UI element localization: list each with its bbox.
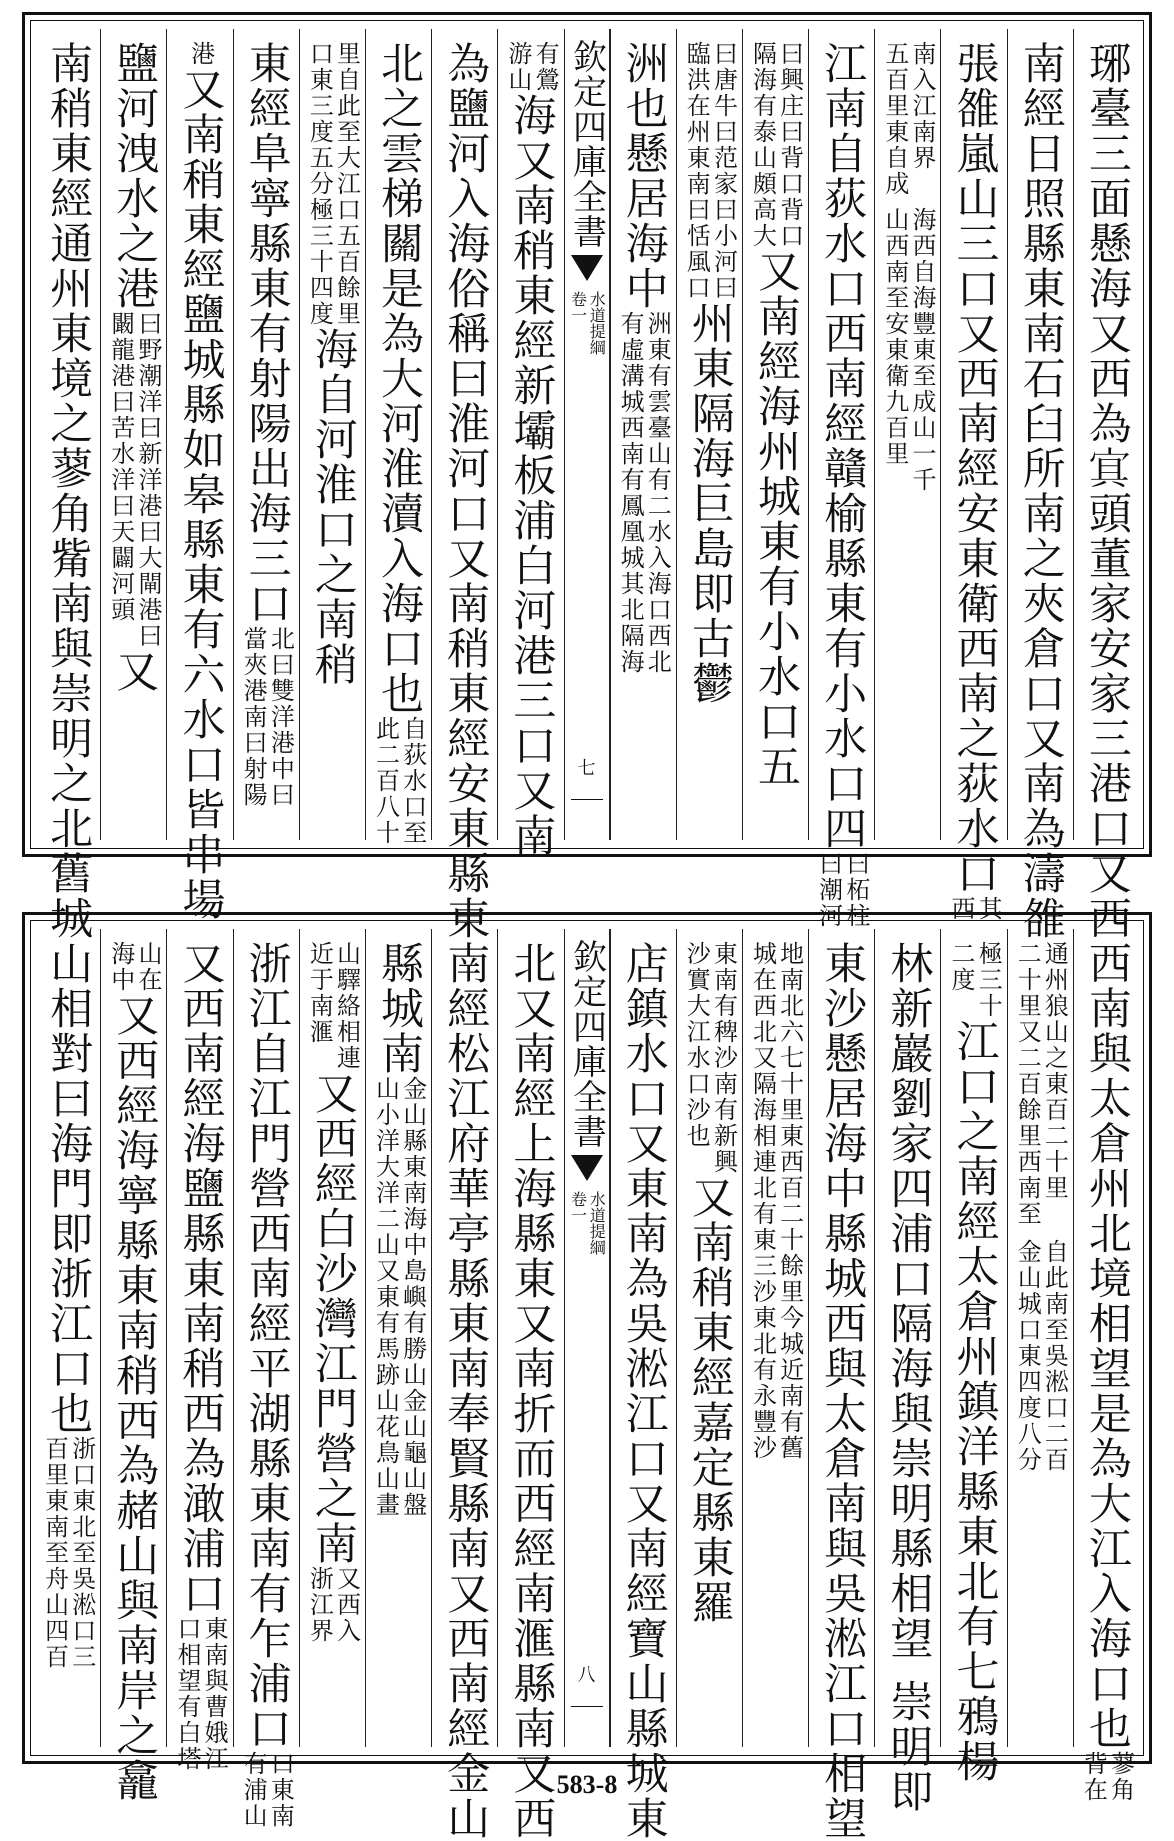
annotation: 地南北六七十里東西百二十餘里今城近南有舊 [775, 941, 804, 1461]
center-spine [564, 29, 610, 840]
annotation: 自荻水口至 [398, 716, 427, 846]
main-text: 又西南經海鹽縣東南稍西為澉浦口 [175, 941, 226, 1616]
text-column [610, 929, 676, 1841]
text-column [497, 929, 563, 1841]
annotation: 闞龍港曰苦水洋曰天闢河頭 [106, 311, 135, 623]
main-text: 又西經海寧縣東南稍西為赭山與南岸之龕 [109, 993, 160, 1803]
annotation: 港 [186, 41, 215, 67]
annotation: 南入江南界 [908, 41, 937, 171]
annotation: 蓼角 [1106, 1751, 1135, 1803]
text-column [940, 929, 1006, 1784]
annotation: 此二百八十 [371, 716, 400, 846]
annotation: 通州狼山之東百二十里 [1040, 941, 1069, 1201]
main-text: 又南稍東經嘉定縣東羅 [684, 1175, 735, 1625]
text-column [365, 29, 431, 846]
main-text: 江南自荻水口西南經贛榆縣東有小水口四 [817, 41, 868, 851]
main-text: 林新巖劉家四浦口隔海與崇明縣相望 [883, 941, 934, 1661]
text-column [808, 29, 874, 929]
main-text: 洲也懸居海中 [618, 41, 669, 311]
text-column [431, 929, 497, 1841]
main-text: 張雒嵐山三口又西南經安東衛西南之荻水口 [949, 41, 1000, 896]
annotation: 近于南滙 [305, 941, 334, 1045]
text-column [676, 29, 742, 840]
main-text: 江口之南經太倉州鎮洋縣東北有七鴉楊 [949, 1019, 1000, 1784]
top-columns [35, 29, 1139, 941]
main-text: 東沙懸居海中縣城西與太倉南與吳淞江口相望 [817, 941, 868, 1841]
text-column [166, 29, 232, 922]
main-text: 崇明即 [883, 1679, 934, 1814]
volume-label: 卷一 [568, 291, 588, 323]
text-column [1073, 29, 1139, 941]
annotation: 東南與曹娥江 [200, 1616, 229, 1772]
annotation: 口東三度五分極三十四度 [305, 41, 334, 327]
annotation: 曰潮河 [814, 851, 843, 929]
annotation: 浙江界 [305, 1566, 334, 1644]
text-column [100, 29, 166, 840]
main-text: 店鎮水口又東南為吳淞江口又南經寶山縣城東 [618, 941, 669, 1841]
annotation: 曰柘柱 [841, 851, 870, 929]
annotation: 浙口東北至吳淞口三 [67, 1436, 96, 1670]
annotation: 城在西北又隔海相連北有東三沙東北有永豐沙 [748, 941, 777, 1461]
annotation: 游山 [503, 41, 532, 93]
annotation: 自此南至吳淞口二百 [1040, 1239, 1069, 1473]
annotation: 百里東南至舟山四百 [40, 1436, 69, 1670]
annotation: 有虛溝城西南有鳳凰城其北隔海 [616, 311, 645, 675]
spine-rule [571, 799, 603, 800]
annotation: 五百里東自成 [880, 41, 909, 197]
annotation: 山西南至安東衛九百里 [880, 207, 909, 467]
annotation: 其 [974, 896, 1003, 922]
main-text: 又西經白沙灣江門營之南 [307, 1071, 358, 1566]
text-column [233, 29, 299, 840]
annotation: 曰興庄曰背口背口 [775, 41, 804, 249]
text-column [742, 929, 808, 1747]
annotation: 有浦山 [239, 1751, 268, 1829]
annotation: 口東南 [266, 1751, 295, 1829]
text-column [100, 929, 166, 1803]
annotation: 二度 [947, 941, 976, 993]
main-text: 又 [109, 649, 160, 694]
main-text: 琊臺三面懸海又西為𡨋頭董家安家三港口又西 [1081, 41, 1132, 941]
main-text: 北之雲梯關是為大河淮瀆入海口也 [374, 41, 425, 716]
main-text: 西南與太倉州北境相望是為大江入海口也 [1081, 941, 1132, 1751]
annotation: 極三十 [974, 941, 1003, 1019]
main-text: 海又南稍東經新壩板浦白河港三口又南 [506, 93, 557, 858]
library-title: 欽定四庫全書 [566, 939, 607, 1149]
main-text: 南經日照縣東南石臼所南之夾倉口又南為濤雒 [1015, 41, 1066, 941]
annotation: 海西自海豐東至成山一千 [908, 207, 937, 493]
text-column [808, 929, 874, 1841]
book-title: 水道提綱 [587, 291, 607, 355]
annotation: 有鶯 [531, 41, 560, 93]
fish-tail-icon [571, 1155, 603, 1181]
main-text: 又南經海州城東有小水口五 [750, 249, 801, 789]
annotation: 洲東有雲臺山有二水入海口西北 [643, 311, 672, 675]
volume-label: 卷一 [568, 1191, 588, 1223]
annotation: 金山城口東四度八分 [1013, 1239, 1042, 1473]
folio-number: 七 [577, 758, 596, 779]
page-number: 583-8 [556, 1770, 618, 1799]
text-column [166, 929, 232, 1772]
main-text: 又南稍東經鹽城縣如皋縣東有六水口皆串場 [175, 67, 226, 922]
annotation: 又西入 [332, 1566, 361, 1644]
annotation: 沙實大江水口沙也 [682, 941, 711, 1149]
text-column [233, 929, 299, 1829]
annotation: 二十里又二百餘里西南至 [1013, 941, 1042, 1227]
annotation: 臨洪在州東南曰恬風口 [682, 41, 711, 301]
annotation: 里自此至大江口五百餘里 [332, 41, 361, 327]
text-column [35, 29, 100, 941]
main-text: 鹽河洩水之港 [109, 41, 160, 311]
annotation: 當夾港南曰射陽 [239, 626, 268, 808]
text-column [365, 929, 431, 1747]
main-text: 海自河淮口之南稍 [307, 327, 358, 687]
center-spine [564, 929, 610, 1747]
annotation: 背在 [1079, 1751, 1108, 1803]
text-column [497, 29, 563, 858]
annotation: 東南有稗沙南有新興 [709, 941, 738, 1175]
main-text: 州東隔海巨島即古鬱 [684, 301, 735, 706]
main-text: 浙江自江門營西南經平湖縣東南有乍浦口 [241, 941, 292, 1751]
annotation: 金山縣東南海中島嶼有勝山金山龜山盤 [398, 1076, 427, 1518]
main-text: 山相對曰海門即浙江口也 [43, 941, 94, 1436]
text-column [1007, 29, 1073, 941]
annotation: 曰唐牛曰范家曰小河曰 [709, 41, 738, 301]
text-column [874, 929, 940, 1814]
text-column [299, 29, 365, 840]
annotation: 山驛絡相連 [332, 941, 361, 1071]
main-text: 南稍東經通州東境之蓼角觜南與崇明之北舊城 [43, 41, 94, 941]
main-text: 為鹽河入海俗稱曰淮河口又南稍東經安東縣東 [440, 41, 491, 941]
annotation: 口相望有白塔 [172, 1616, 201, 1772]
main-text: 東經阜寧縣東有射陽出海三口 [241, 41, 292, 626]
book-title: 水道提綱 [587, 1191, 607, 1255]
library-title: 欽定四庫全書 [566, 39, 607, 249]
annotation: 隔海有泰山頗高大 [748, 41, 777, 249]
main-text: 南經松江府華亭縣東南奉賢縣南又西南經金山 [440, 941, 491, 1841]
main-text: 北又南經上海縣東又南折而西經南滙縣南又西 [506, 941, 557, 1841]
text-column [742, 29, 808, 840]
annotation: 西 [947, 896, 976, 922]
annotation: 山在 [133, 941, 162, 993]
folio-number: 八 [577, 1665, 596, 1686]
text-column [874, 29, 940, 840]
text-column [676, 929, 742, 1747]
main-text: 縣城南 [374, 941, 425, 1076]
annotation: 北曰雙洋港中曰 [266, 626, 295, 808]
text-column [1073, 929, 1139, 1803]
fish-tail-icon [571, 255, 603, 281]
annotation: 山小洋大洋二山又東有馬跡山花鳥山畫 [371, 1076, 400, 1518]
text-column [431, 29, 497, 941]
top-page-frame [22, 12, 1152, 941]
annotation: 海中 [106, 941, 135, 993]
annotation: 曰野潮洋曰新洋港曰大閘港曰 [133, 311, 162, 649]
text-column [299, 929, 365, 1747]
text-column [610, 29, 676, 840]
text-column [940, 29, 1006, 922]
text-column [35, 929, 100, 1747]
text-column [1007, 929, 1073, 1747]
spine-rule [571, 1706, 603, 1707]
